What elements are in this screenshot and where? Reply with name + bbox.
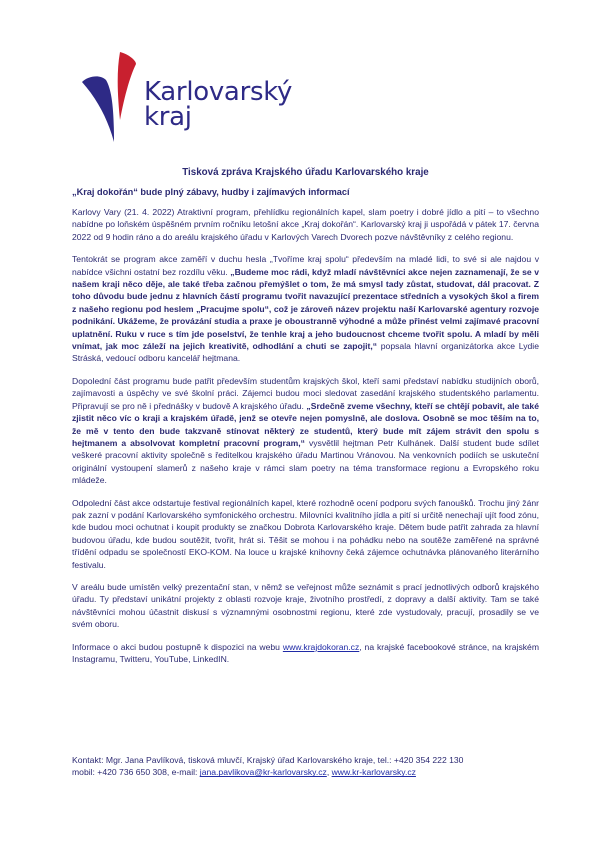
document-title: Tisková zpráva Krajského úřadu Karlovarského kraje [182,167,429,178]
logo-line-1: Karlovarský [144,77,293,107]
event-website-link[interactable]: www.krajdokoran.cz [282,641,360,652]
logo-wordmark [144,77,293,132]
paragraph-program-intro: Tentokrát se program akce zaměří v duchu hesla „Tvoříme kraj spolu“ především na mladé lidi, to své si ale najdou v nabídce všichni ostatní bez rozdílu věku. [72,254,539,277]
contact-line-1: Kontakt: Mgr. Jana Pavlíková, tisková mluvčí, Krajský úřad Karlovarského kraje, tel.: +420 354 222 130 [72,755,464,765]
paragraph-info-before: Informace o akci budou postupně k dispozici na webu [72,641,283,652]
contact-footer [72,754,552,779]
contact-line-2 [72,766,552,778]
paragraph-info-after: , na krajské facebookové stránce, na krajském Instagramu, Twitteru, YouTube, LinkedIN. [72,641,539,664]
paragraph-program-outro: popsala hlavní organizátorka akce Lydie Stráská, vedoucí odboru kancelář hejtmana. [72,341,539,364]
paragraph-morning-intro: Dopolední část programu bude patřit především studentům krajských škol, kteří sami představí nabídku studijních oborů, zajímavosti a úspěchy ve své školní práci. Zájemci budou moci sledovat zasedání krajského studentského parlamentu. Připravují se pro ně i přednášky v budově A krajského úřadu. [72,375,539,411]
paragraph-tent: V areálu bude umístěn velký prezentační stan, v němž se veřejnost může seznámit s prací jednotlivých odborů krajského úřadu. Ty představí unikátní projekty z oblasti rozvoje kraje, životního prostředí, z dopravy a další aktivity. Tam se také návštěvníci mohou účastnit diskusí s významnými osobnostmi regionu, které zde vystudovaly, pracují, prosadily se ve svém oboru. [72,581,539,630]
paragraph-intro: Karlovy Vary (21. 4. 2022) Atraktivní program, přehlídku regionálních kapel, slam poetry i dobré jídlo a pití – to všechno nabídne po loňském úspěšném prvním ročníku letošní akce „Kraj dokořán“. Karlovarský kraj ji uspořádá v pátek 17. června 2022 od 9 hodin ráno a do areálu krajského úřadu v Karlových Varech Dvorech pozve návštěvníky z celého regionu. [72,207,539,242]
paragraph-program [72,253,539,365]
contact-separator: , [326,767,332,778]
document-subtitle: „Kraj dokořán“ bude plný zábavy, hudby i zajímavých informací [72,187,350,197]
organizer-quote: „Budeme moc rádi, když mladí návštěvníci akce nejen zaznamenají, že se v našem kraji něco děje, ale také třeba začnou přemýšlet o tom, že má smysl tady zůstat, studovat, dál pracovat. Z toho důvodu bude jednu z hlavních částí programu tvořit navazující prezentace středních a vysokých škol a firem z našeho regionu pod heslem „Pracujme spolu“, což je zároveň název projektu naší Karlovarské agentury rozvoje podnikání. Ukážeme, že provázání studia a praxe je oboustranně výhodné a může přinést velmi zajímavé pracovní uplatnění. Ruku v ruce s tím jde poselství, že tenhle kraj a jeho budoucnost chceme tvořit spolu. A mladí by měli vnímat, jak moc záleží na jejich kreativitě, odhodlání a chuti se zapojit,“ [72,266,539,352]
logo-blue-stroke [82,76,114,142]
logo-line-2: kraj [144,102,192,132]
governor-quote: „Srdečně zveme všechny, kteří se chtějí pobavit, ale také zjistit něco víc o kraji a krajském úřadě, jenž se otevře nejen pomyslně, ale doslova. Osobně se moc těším na to, že mě v tento den bude takzvaně stínovat některý ze studentů, který bude mít zájem strávit den spolu s hejtmanem a absolvovat kompletní pracovní program,“ [72,400,539,448]
region-website-link[interactable]: www.kr-karlovarsky.cz [331,767,416,778]
paragraph-morning [72,375,539,487]
logo-red-stroke [118,52,136,120]
press-release-body [72,166,539,675]
paragraph-info [72,641,539,666]
paragraph-afternoon: Odpolední část akce odstartuje festival regionálních kapel, které rozhodně ocení podporu svých fanoušků. Trochu jiný žánr pak zazní v podání Karlovarského symfonického orchestru. Milovníci kvalitního jídla a pití si určitě nenechají ujít food zónu, kde budou moci ochutnat i koupit produkty se značkou Dobrota Karlovarského kraje. Dětem bude patřit zahrada za hlavní budovou úřadu, kde budou soutěžit, tvořit, hrát si. Těšit se mohou i na pohádku nebo na soutěže zaměřené na správné třídění odpadu se společností EKO-KOM. Na louce u krajské knihovny čeká zájemce ochutnávka plánovaného literárního festivalu. [72,497,539,570]
logo-mark-icon [78,50,138,145]
paragraph-morning-outro: vysvětlil hejtman Petr Kulhánek. Další student bude sdílet veškeré pracovní aktivity společně s ředitelkou krajského úřadu Martinou Vránovou. Na venkovních podiích se uskuteční originální vystoupení slamerů z našeho kraje v rámci slam poetry na téma transformace regionu a Evropského roku mládeže. [72,437,539,486]
karlovarsky-kraj-logo [78,50,293,150]
contact-email-link[interactable]: jana.pavlikova@kr-karlovarsky.cz [199,767,327,778]
contact-mobile: mobil: +420 736 650 308, e-mail: [72,767,200,778]
